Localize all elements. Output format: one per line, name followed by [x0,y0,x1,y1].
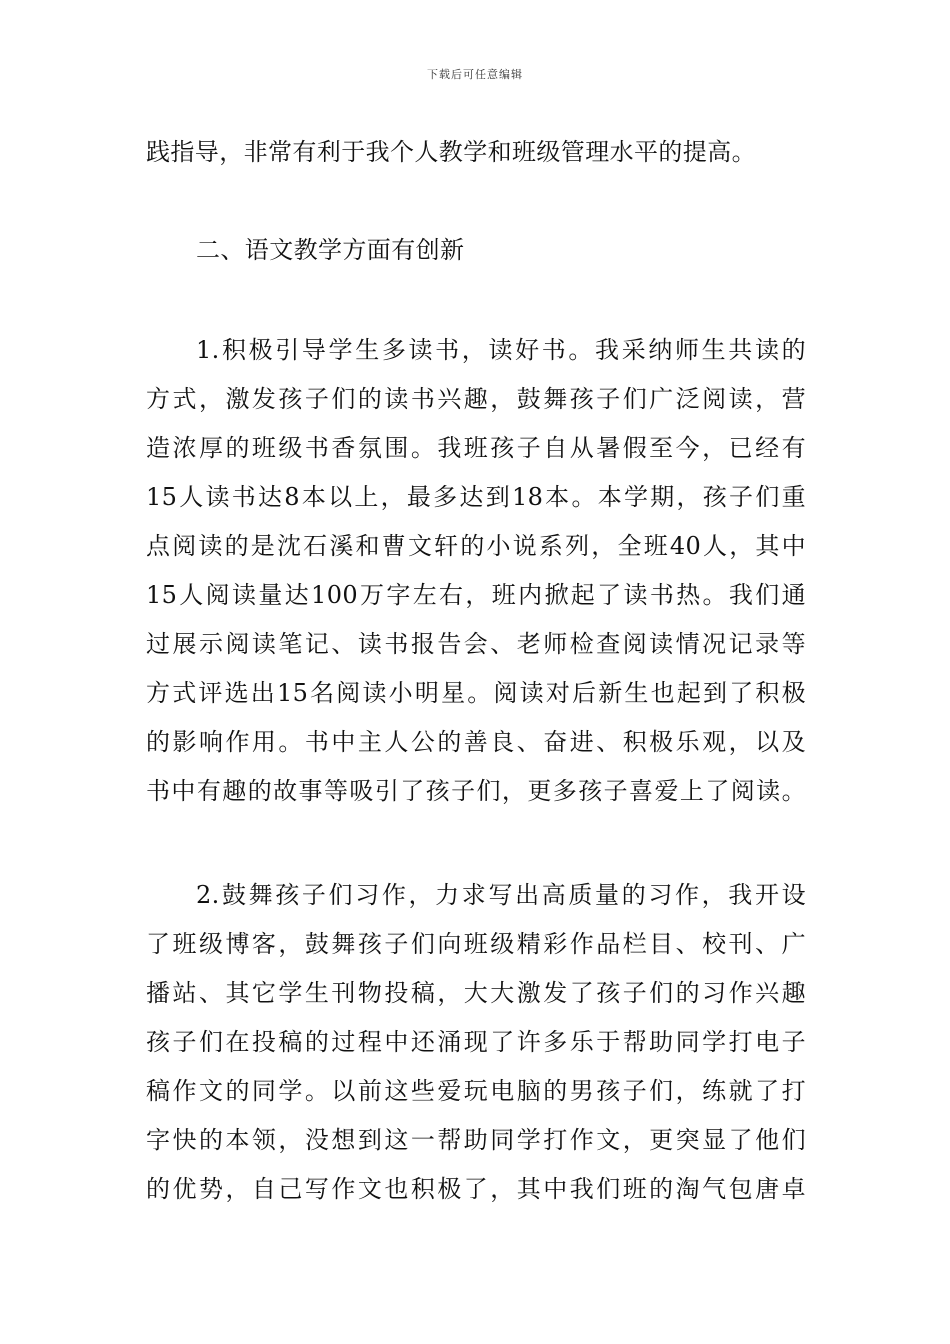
paragraph-1-line: 点阅读的是沈石溪和曹文轩的小说系列，全班40人，其中 [146,532,806,560]
paragraph-2-line: 字快的本领，没想到这一帮助同学打作文，更突显了他们 [146,1126,806,1154]
paragraph-1-line: 15人读书达8本以上，最多达到18本。本学期，孩子们重 [146,483,806,511]
paragraph-1-line: 15人阅读量达100万字左右，班内掀起了读书热。我们通 [146,581,806,609]
paragraph-1-line: 方式评选出15名阅读小明星。阅读对后新生也起到了积极 [146,679,806,707]
paragraph-1-line: 方式，激发孩子们的读书兴趣，鼓舞孩子们广泛阅读，营 [146,385,806,413]
paragraph-2-line: 孩子们在投稿的过程中还涌现了许多乐于帮助同学打电子 [146,1028,806,1056]
paragraph-1-line: 过展示阅读笔记、读书报告会、老师检查阅读情况记录等 [146,630,806,658]
section-heading: 二、语文教学方面有创新 [196,236,465,264]
paragraph-2-line: 播站、其它学生刊物投稿，大大激发了孩子们的习作兴趣 [146,979,806,1007]
continuation-line: 践指导，非常有利于我个人教学和班级管理水平的提高。 [146,138,756,166]
paragraph-2-line: 了班级博客，鼓舞孩子们向班级精彩作品栏目、校刊、广 [146,930,806,958]
page-header: 下载后可任意编辑 [427,68,523,81]
paragraph-1-line: 的影响作用。书中主人公的善良、奋进、积极乐观，以及 [146,728,806,756]
paragraph-1-line: 书中有趣的故事等吸引了孩子们，更多孩子喜爱上了阅读。 [146,777,806,805]
paragraph-1-line: 造浓厚的班级书香氛围。我班孩子自从暑假至今，已经有 [146,434,806,462]
paragraph-1-line: 1.积极引导学生多读书，读好书。我采纳师生共读的 [196,336,806,364]
paragraph-2-line: 的优势，自己写作文也积极了，其中我们班的淘气包唐卓 [146,1175,806,1203]
paragraph-2-line: 稿作文的同学。以前这些爱玩电脑的男孩子们，练就了打 [146,1077,806,1105]
paragraph-2-line: 2.鼓舞孩子们习作，力求写出高质量的习作，我开设 [196,881,806,909]
